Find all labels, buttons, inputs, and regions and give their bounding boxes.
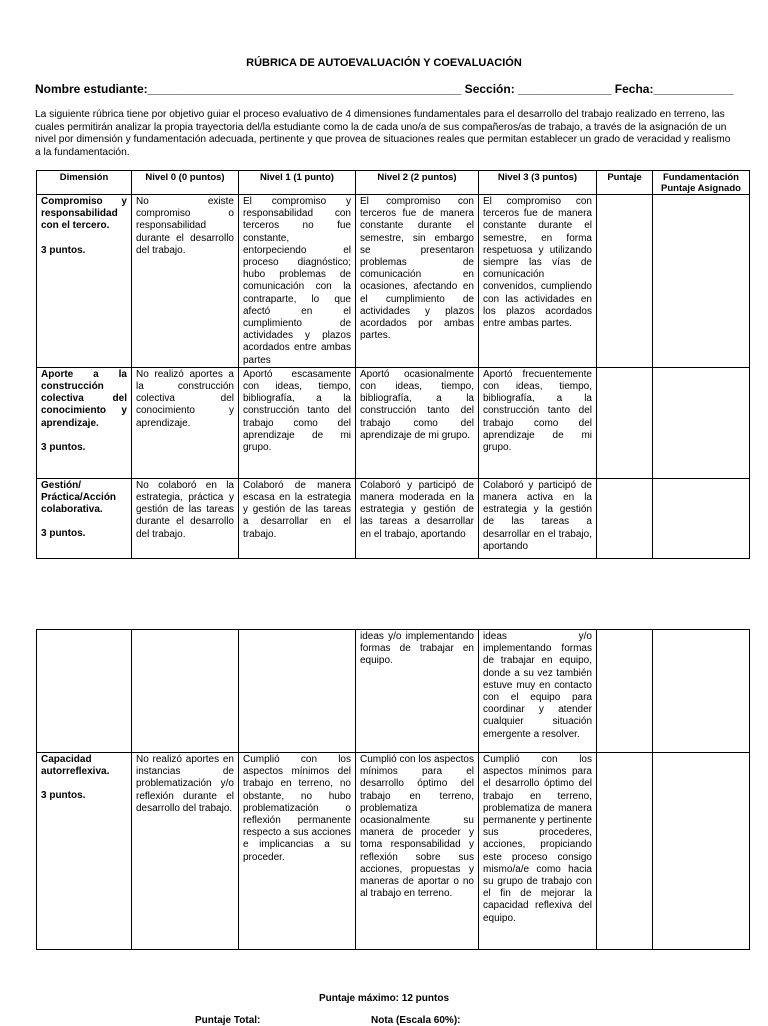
dimension-points: 3 puntos. [41,528,86,540]
table-header-row [37,171,750,195]
level-3-cell: Colaboró y participó de manera activa en la estrategia y la gestión de las tareas a desarrollar en el trabajo, aportando [479,478,597,558]
level-3-cell: ideas y/o implementando formas de trabajar en equipo, donde a su vez también estuve muy en contacto con el equipo para coordinar y atender cualquier situación emergente a resolver. [479,630,597,753]
justification-cell[interactable] [653,753,750,950]
dimension-name: Aporte a la construcción colectiva del conocimiento y aprendizaje. [41,368,127,429]
level-1-cell: El compromiso y responsabilidad con terceros no fue constante, entorpeciendo el proceso diagnóstico; hubo problemas de comunicación con la contraparte, lo que afectó en el cumplimiento de actividades y plazos acordados entre ambas partes [239,195,356,368]
header-dimension: Dimensión [37,171,132,195]
level-1-cell [239,630,356,753]
dimension-cell [37,195,132,368]
level-3-cell: Aportó frecuentemente con ideas, tiempo, bibliografía, a la construcción tanto del trabajo como del aprendizaje de mi grupo. [479,367,597,478]
justification-cell[interactable] [653,195,750,368]
level-0-cell: No realizó aportes en instancias de problematización y/o reflexión durante el desarrollo del trabajo. [132,753,239,950]
table-row [37,367,750,478]
header-justification: Fundamentación Puntaje Asignado [653,171,750,195]
student-info-line: Nombre estudiante:_______________________________________________ Sección: ______________ Fecha:____________ [35,82,734,96]
score-cell[interactable] [597,753,653,950]
dimension-points: 3 puntos. [41,441,86,453]
level-1-cell: Cumplió con los aspectos mínimos del trabajo en terreno, no obstante, no hubo problematización o reflexión permanente respecto a sus acciones e implicancias a su proceder. [239,753,356,950]
rubric-table [36,170,750,559]
max-score-label: Puntaje máximo: 12 puntos [318,993,450,1004]
dimension-points: 3 puntos. [41,790,86,802]
table-row [37,478,750,558]
level-3-cell: El compromiso con terceros fue de manera constante durante el semestre, en forma respetuosa y utilizando siempre las vías de comunicación convenidos, cumpliendo con las actividades en los plazos acordados entre ambas partes. [479,195,597,368]
dimension-cell [37,753,132,950]
table-row [37,753,750,950]
justification-cell[interactable] [653,367,750,478]
justification-cell[interactable] [653,478,750,558]
score-cell[interactable] [597,630,653,753]
table-row [37,630,750,753]
justification-cell[interactable] [653,630,750,753]
dimension-name: Capacidad autorreflexiva. [41,754,110,778]
level-2-cell: ideas y/o implementando formas de trabajar en equipo. [356,630,479,753]
level-1-cell: Aportó escasamente con ideas, tiempo, bibliografía, a la construcción tanto del trabajo como del aprendizaje de mi grupo. [239,367,356,478]
grade-label: Nota (Escala 60%): [371,1015,461,1026]
score-cell[interactable] [597,195,653,368]
level-2-cell: Colaboró y participó de manera moderada en la estrategia y gestión de las tareas a desarrollar en el trabajo, aportando [356,478,479,558]
score-cell[interactable] [597,478,653,558]
header-level-1: Nivel 1 (1 punto) [239,171,356,195]
dimension-cell [37,478,132,558]
level-2-cell: Cumplió con los aspectos mínimos para el desarrollo óptimo del trabajo en terreno, problematiza ocasionalmente su manera de proceder y toma responsabilidad y reflexión sobre sus acciones, propuestas y maneras de aportar o no al trabajo en terreno. [356,753,479,950]
dimension-cell [37,367,132,478]
rubric-table-continued [36,629,750,950]
intro-paragraph: La siguiente rúbrica tiene por objetivo guiar el proceso evaluativo de 4 dimensiones fundamentales para el desarrollo del trabajo realizado en terreno, las cuales permitirán analizar la propia trayectoria del/la estudiante como la de cada uno/a de sus compañeros/as de trabajo, a través de la asignación de un nivel por dimensión y fundamentación adecuada, pertinente y que provea de situaciones reales que permitan establecer un grado de veracidad y realismo a la fundamentación. [35,109,731,158]
dimension-name: Gestión/ Práctica/Acción colaborativa. [41,479,117,516]
header-level-2: Nivel 2 (2 puntos) [356,171,479,195]
table-row [37,195,750,368]
level-0-cell [132,630,239,753]
total-score-label: Puntaje Total: [195,1015,261,1026]
level-1-cell: Colaboró de manera escasa en la estrategia y gestión de las tareas a desarrollar en el trabajo. [239,478,356,558]
score-cell[interactable] [597,367,653,478]
header-level-0: Nivel 0 (0 puntos) [132,171,239,195]
level-2-cell: Aportó ocasionalmente con ideas, tiempo, bibliografía, a la construcción tanto del trabajo como del aprendizaje de mi grupo. [356,367,479,478]
level-0-cell: No realizó aportes a la construcción colectiva del conocimiento y aprendizaje. [132,367,239,478]
level-2-cell: El compromiso con terceros fue de manera constante durante el semestre, sin embargo se presentaron problemas de comunicación en ocasiones, afectando en el cumplimiento de actividades y plazos acordados por ambas partes. [356,195,479,368]
header-level-3: Nivel 3 (3 puntos) [479,171,597,195]
level-3-cell: Cumplió con los aspectos mínimos para el desarrollo óptimo del trabajo en terreno, problematiza de manera permanente y pertinente sus procederes, acciones, propiciando este proceso consigo mismo/a/e como hacia su grupo de trabajo con el fin de mejorar la capacidad reflexiva del equipo. [479,753,597,950]
header-score: Puntaje [597,171,653,195]
page-title: RÚBRICA DE AUTOEVALUACIÓN Y COEVALUACIÓN [246,57,522,69]
level-0-cell: No existe compromiso o responsabilidad durante el desarrollo del trabajo. [132,195,239,368]
level-0-cell: No colaboró en la estrategia, práctica y gestión de las tareas durante el desarrollo del trabajo. [132,478,239,558]
dimension-cell [37,630,132,753]
dimension-points: 3 puntos. [41,244,86,256]
dimension-name: Compromiso y responsabilidad con el tercero. [41,196,127,232]
